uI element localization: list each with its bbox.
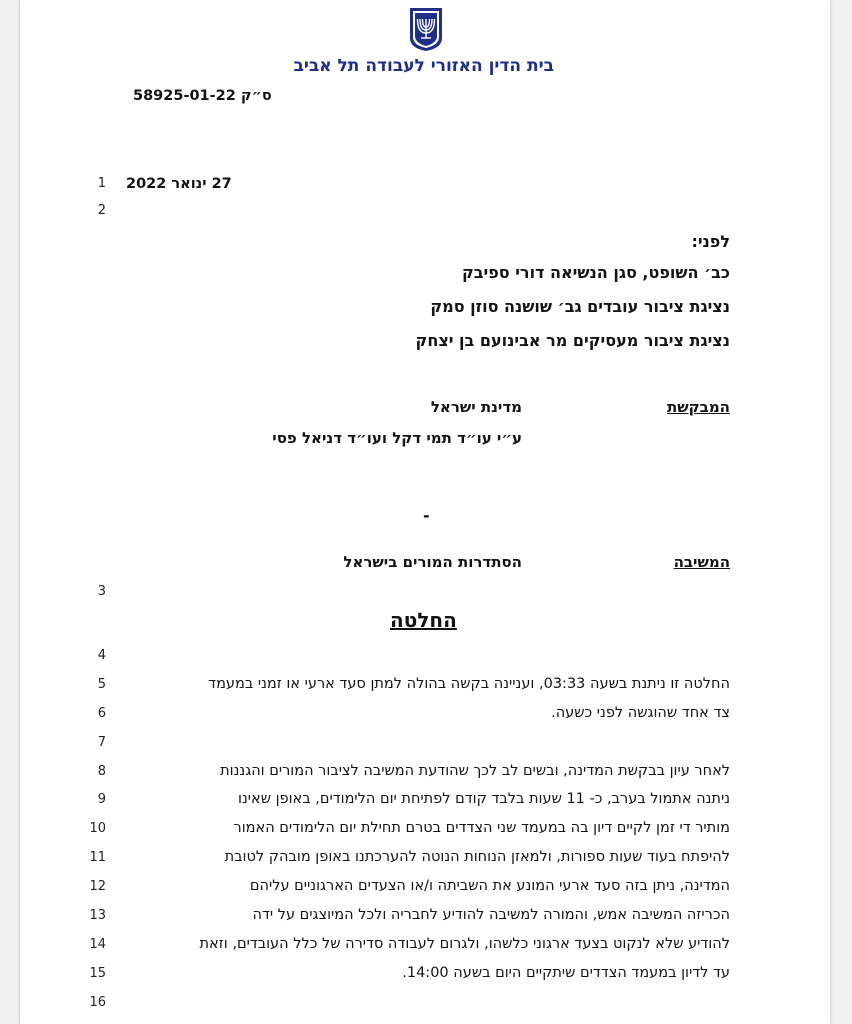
body-line: החלטה זו ניתנת בשעה 03:33, ועניינה בקשה בהולה למתן סעד ארעי או זמני במעמד — [208, 676, 730, 692]
body-line: הכריזה המשיבה אמש, והמורה למשיבה להודיע לחבריה ולכל המיוצגים על ידה — [252, 907, 730, 923]
applicant-counsel: ע״י עו״ד תמי דקל ועו״ד דניאל פסי — [272, 429, 522, 447]
line-number: 16 — [89, 995, 106, 1010]
decision-title: החלטה — [390, 608, 457, 632]
court-name: בית הדין האזורי לעבודה תל אביב — [293, 56, 554, 76]
applicant-name: מדינת ישראל — [430, 398, 522, 416]
line-number: 1 — [97, 176, 106, 191]
body-line: ניתנה אתמול בערב, כ- 11 שעות בלבד קודם לפתיחת יום הלימודים, באופן שאינו — [238, 791, 730, 807]
line-number: 2 — [97, 203, 106, 218]
respondent-label: המשיבה — [673, 553, 730, 571]
line-number: 14 — [89, 937, 106, 952]
line-number: 9 — [97, 792, 106, 807]
line-number: 13 — [89, 908, 106, 923]
line-number: 8 — [97, 764, 106, 779]
judge-line: כב׳ השופט, סגן הנשיאה דורי ספיבק — [462, 263, 730, 282]
body-line: להודיע שלא לנקוט בצעד ארגוני כלשהו, ולגרום לעבודה סדירה של כלל העובדים, וזאת — [199, 936, 730, 952]
applicant-label: המבקשת — [667, 398, 730, 416]
case-number: ס״ק 58925-01-22 — [133, 88, 272, 104]
line-number: 7 — [97, 735, 106, 750]
menorah-emblem-icon — [408, 6, 444, 52]
body-line: עד לדיון במעמד הצדדים שיתקיים היום בשעה 14:00. — [402, 965, 730, 981]
body-line: צד אחד שהוגשה לפני כשעה. — [551, 705, 730, 721]
respondent-name: הסתדרות המורים בישראל — [343, 553, 522, 571]
before-label: לפני: — [691, 232, 730, 251]
party-separator: - — [423, 506, 430, 525]
body-line: המדינה, ניתן בזה סעד ארעי המונע את השביתה ו/או הצעדים הארגוניים עליהם — [249, 878, 730, 894]
line-number: 10 — [89, 821, 106, 836]
body-line: לאחר עיון בבקשת המדינה, ובשים לב לכך שהודעת המשיבה לציבור המורים והגננות — [220, 763, 730, 779]
line-number: 15 — [89, 966, 106, 981]
line-number: 6 — [97, 706, 106, 721]
employer-rep-line: נציגת ציבור מעסיקים מר אבינועם בן יצחק — [415, 331, 730, 350]
line-number: 4 — [97, 648, 106, 663]
employee-rep-line: נציגת ציבור עובדים גב׳ שושנה סוזן סמק — [430, 297, 730, 316]
line-number: 12 — [89, 879, 106, 894]
body-line: להיפתח בעוד שעות ספורות, ולמאזן הנוחות הנוטה להערכתנו באופן מובהק לטובת — [224, 849, 730, 865]
line-number: 3 — [97, 584, 106, 599]
decision-date: 27 ינואר 2022 — [126, 176, 232, 192]
line-number: 5 — [97, 677, 106, 692]
line-number: 11 — [89, 850, 106, 865]
body-line: מותיר די זמן לקיים דיון בה במעמד שני הצדדים בטרם תחילת יום הלימודים האמור — [233, 820, 730, 836]
